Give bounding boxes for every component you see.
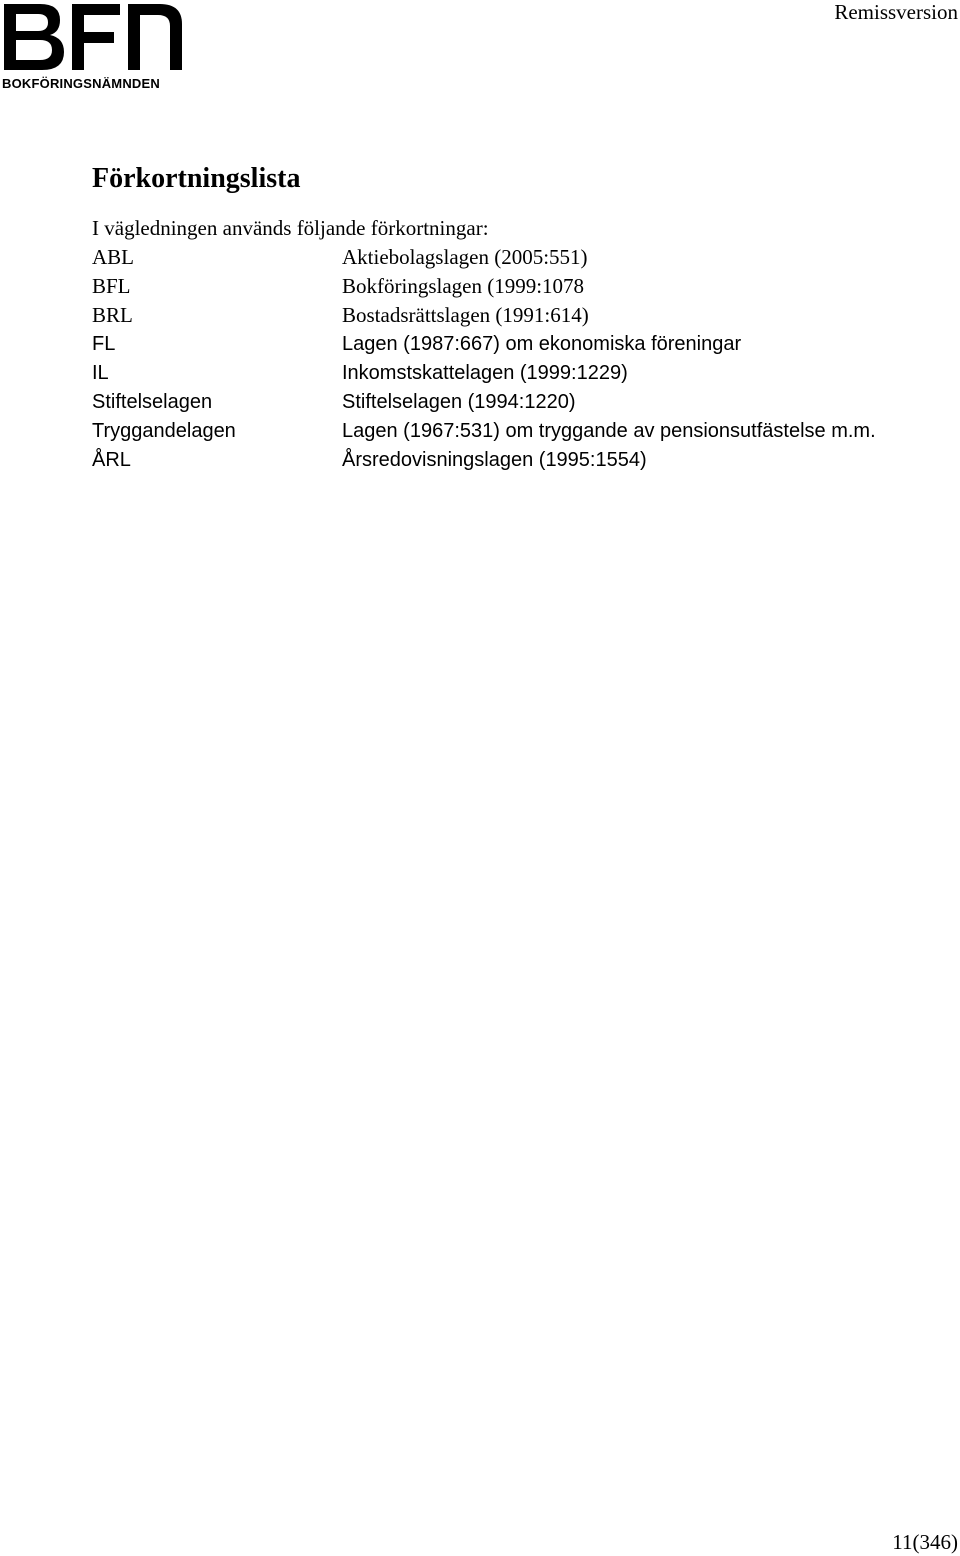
- abbreviation-description: Stiftelselagen (1994:1220): [342, 391, 576, 413]
- abbreviation-row: [92, 446, 952, 475]
- abbreviation-code: FL: [92, 333, 116, 355]
- page-number: 11(346): [892, 1530, 958, 1554]
- abbreviation-code: ABL: [92, 245, 134, 269]
- abbreviation-row: [92, 301, 952, 330]
- abbreviation-row: [92, 359, 952, 388]
- bfn-logo: [0, 0, 186, 96]
- abbreviation-description: Lagen (1987:667) om ekonomiska föreningar: [342, 333, 742, 355]
- abbreviation-code: BRL: [92, 303, 133, 327]
- abbreviation-code: ÅRL: [92, 449, 131, 471]
- abbreviation-row: [92, 272, 952, 301]
- logo-caption: BOKFÖRINGSNÄMNDEN: [2, 76, 160, 91]
- abbreviation-row: [92, 417, 952, 446]
- bfn-logo-mark: [0, 0, 186, 76]
- abbreviation-description: Årsredovisningslagen (1995:1554): [342, 449, 647, 471]
- abbreviation-code: BFL: [92, 274, 131, 298]
- abbreviation-description: Inkomstskattelagen (1999:1229): [342, 362, 628, 384]
- intro-text: I vägledningen används följande förkortningar:: [92, 216, 489, 240]
- abbreviation-row: [92, 388, 952, 417]
- page-title: Förkortningslista: [92, 163, 301, 194]
- version-label: Remissversion: [834, 0, 958, 24]
- abbreviation-code: Tryggandelagen: [92, 420, 236, 442]
- abbreviation-description: Aktiebolagslagen (2005:551): [342, 245, 588, 269]
- abbreviation-row: [92, 243, 952, 272]
- abbreviation-description: Bostadsrättslagen (1991:614): [342, 303, 589, 327]
- abbreviation-description: Bokföringslagen (1999:1078: [342, 274, 585, 298]
- abbreviation-row: [92, 330, 952, 359]
- abbreviation-list: [92, 243, 952, 475]
- abbreviation-code: IL: [92, 362, 109, 384]
- abbreviation-code: Stiftelselagen: [92, 391, 213, 413]
- abbreviation-description: Lagen (1967:531) om tryggande av pensionsutfästelse m.m.: [342, 420, 876, 442]
